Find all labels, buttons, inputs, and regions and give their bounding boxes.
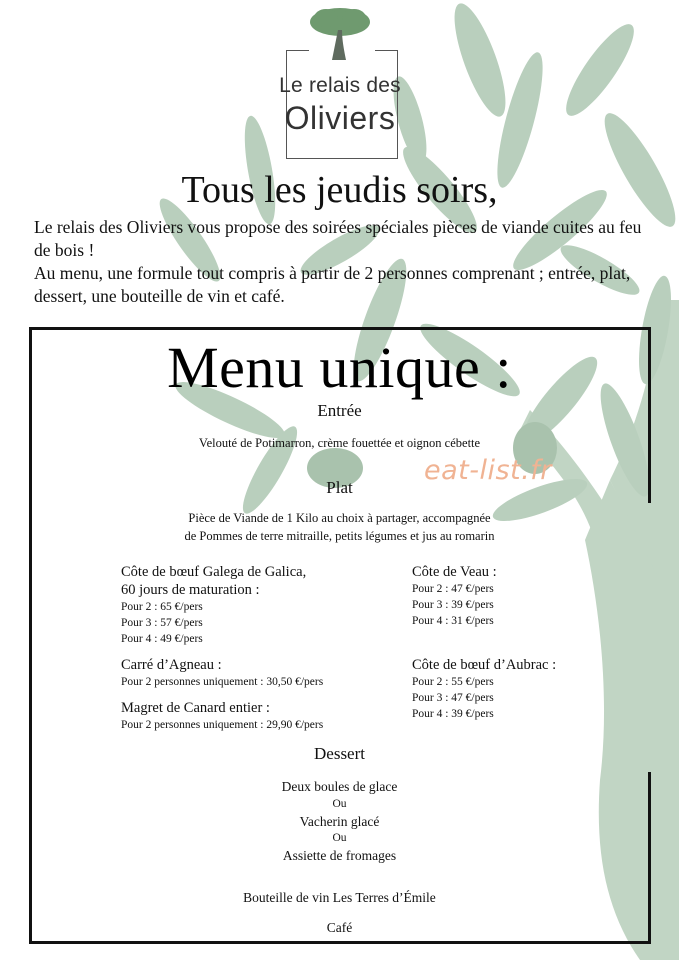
- dessert-option: Assiette de fromages: [282, 848, 397, 863]
- meat-item: [121, 699, 323, 733]
- meat-item-price: Pour 4 : 31 €/pers: [412, 615, 494, 627]
- frame-bottom-border: [29, 941, 651, 944]
- meat-item: [121, 563, 306, 647]
- meat-item-price: Pour 2 : 55 €/pers: [412, 676, 494, 688]
- intro-paragraph-2: Au menu, une formule tout compris à partir de 2 personnes comprenant ; entrée, plat, dessert, une bouteille de vin et café.: [34, 263, 631, 306]
- meat-item-price: Pour 2 personnes uniquement : 30,50 €/pers: [121, 676, 324, 688]
- meat-item-price: Pour 2 : 65 €/pers: [121, 601, 203, 613]
- entree-description: Velouté de Potimarron, crème fouettée et oignon cébette: [198, 436, 481, 450]
- dessert-title: Dessert: [314, 744, 365, 763]
- dessert-or: Ou: [332, 832, 347, 844]
- dessert-or: Ou: [332, 798, 347, 810]
- meat-item-title: Magret de Canard entier :: [121, 700, 270, 716]
- coffee-line: Café: [326, 920, 353, 935]
- meat-item-price: Pour 3 : 57 €/pers: [121, 617, 203, 629]
- plat-description-line1: Pièce de Viande de 1 Kilo au choix à partager, accompagnée: [188, 511, 491, 525]
- headline: Tous les jeudis soirs,: [181, 169, 498, 211]
- logo-text-line2: Oliviers: [284, 100, 396, 136]
- dessert-option: Deux boules de glace: [281, 779, 398, 794]
- menu-title: Menu unique :: [167, 335, 512, 400]
- meat-item-price: Pour 4 : 49 €/pers: [121, 633, 203, 645]
- entree-title: Entrée: [317, 401, 362, 420]
- frame-top-border: [29, 327, 651, 330]
- meat-item-title: Côte de bœuf Galega de Galica,: [121, 564, 307, 580]
- meat-item-price: Pour 3 : 39 €/pers: [412, 599, 494, 611]
- meat-item-price: Pour 2 : 47 €/pers: [412, 583, 494, 595]
- intro-text: [34, 216, 654, 308]
- dessert-option: Vacherin glacé: [299, 814, 380, 829]
- meat-item: [412, 656, 556, 722]
- meat-item-price: Pour 4 : 39 €/pers: [412, 708, 494, 720]
- watermark: eat-list.fr: [424, 455, 552, 486]
- wine-line: Bouteille de vin Les Terres d’Émile: [243, 890, 436, 905]
- meat-item-title: Côte de bœuf d’Aubrac :: [412, 657, 557, 673]
- meat-item-price: Pour 2 personnes uniquement : 29,90 €/pers: [121, 719, 324, 731]
- logo-text-line1: Le relais des: [279, 74, 401, 97]
- plat-description-line2: de Pommes de terre mitraille, petits légumes et jus au romarin: [184, 529, 495, 543]
- meat-item: [121, 656, 323, 690]
- meat-item-title: Côte de Veau :: [412, 564, 497, 580]
- meat-item-title: 60 jours de maturation :: [121, 582, 260, 598]
- plat-title: Plat: [326, 478, 353, 497]
- meat-item-title: Carré d’Agneau :: [121, 657, 222, 673]
- meat-item-price: Pour 3 : 47 €/pers: [412, 692, 494, 704]
- meat-item: [412, 563, 497, 629]
- intro-paragraph-1: Le relais des Oliviers vous propose des soirées spéciales pièces de viande cuites au feu de bois !: [34, 217, 642, 260]
